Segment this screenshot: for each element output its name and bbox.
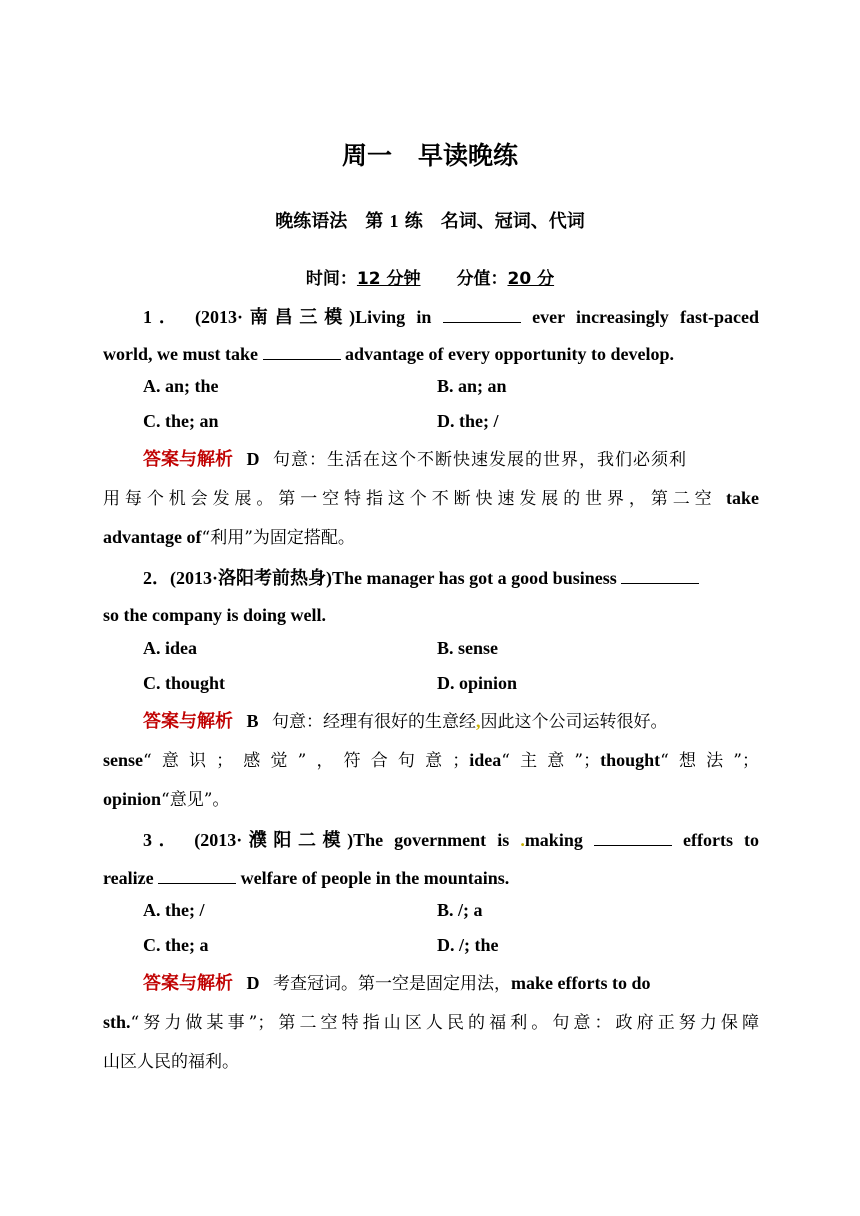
question-2-option-a: A. idea xyxy=(143,638,197,658)
question-2-number: 2． xyxy=(143,568,170,588)
question-3-answer-line-2 xyxy=(103,1010,759,1035)
question-1-line-2 xyxy=(103,341,759,366)
question-2-expl-word-sense: sense xyxy=(103,750,143,770)
question-1-explanation-3: “利用”为固定搭配。 xyxy=(201,528,355,548)
question-2-expl-word-thought: thought xyxy=(600,750,661,770)
title-section: 早读晚练 xyxy=(418,141,519,170)
question-1-blank-2 xyxy=(263,341,341,360)
question-1-option-d: D. the; / xyxy=(437,411,499,431)
question-1-explanation-2: 用每个机会发展。第一空特指这个不断快速发展的世界，第二空 xyxy=(103,489,717,509)
time-value: 12 分钟 xyxy=(356,269,421,289)
question-3-text-e: welfare of people in the mountains. xyxy=(240,868,510,888)
question-1-source-place: 南昌三模 xyxy=(242,307,350,328)
question-1-answer-line-1 xyxy=(143,447,759,472)
question-1-answer-letter: D xyxy=(246,449,260,469)
question-2-expl-sense-meaning: “意识；感觉”，符合句意； xyxy=(143,751,470,771)
question-2-text-a: The manager has got a good business xyxy=(332,568,617,588)
question-1-option-a: A. an; the xyxy=(143,376,219,396)
question-1-explanation-1: 句意：生活在这个不断快速发展的世界，我们必须利 xyxy=(273,450,687,470)
question-2-source-place: 洛阳考前热身 xyxy=(218,568,326,589)
question-1-answer-line-2 xyxy=(103,486,759,511)
question-2-expl-idea-meaning: “主意”； xyxy=(501,751,601,771)
question-3-option-b: B. /; a xyxy=(437,900,483,920)
question-2-answer-letter: B xyxy=(246,711,259,731)
question-3-option-a: A. the; / xyxy=(143,900,205,920)
subtitle-category: 晚练语法 xyxy=(275,211,348,232)
question-1-explanation-2-en: take xyxy=(726,488,760,508)
subtitle-lesson-number: 1 xyxy=(389,211,399,231)
question-2-source-close: ) xyxy=(326,568,332,588)
question-3-explanation-2: “努力做某事”；第二空特指山区人民的福利。句意：政府正努力保障 xyxy=(130,1013,759,1033)
page-title xyxy=(0,136,860,172)
question-1-explanation-3-en: advantage of xyxy=(103,527,202,547)
question-2-line-2 xyxy=(103,603,759,627)
question-2-expl-opinion-meaning: “意见”。 xyxy=(161,790,230,810)
question-3-text-c: efforts to xyxy=(683,830,760,850)
question-3-source-close: ) xyxy=(347,830,354,850)
question-3-line-1 xyxy=(143,827,759,853)
question-1-text-d: advantage of every opportunity to develop. xyxy=(345,344,674,364)
question-3-answer-label: 答案与解析 xyxy=(143,973,233,994)
subtitle-lesson-prefix: 第 xyxy=(365,211,384,232)
question-2-source-year: (2013· xyxy=(170,568,218,588)
time-label: 时间： xyxy=(305,269,357,289)
question-2-explanation-1b: 因此这个公司运转很好。 xyxy=(480,712,668,732)
question-1-answer-label: 答案与解析 xyxy=(143,449,233,470)
question-2-option-c: C. thought xyxy=(143,673,226,693)
question-2-answer-line-1 xyxy=(143,709,759,734)
question-3-blank-2 xyxy=(158,865,236,884)
question-3-text-a: The government is xyxy=(353,830,510,850)
question-2-answer-line-3 xyxy=(103,787,759,812)
question-2-option-d: D. opinion xyxy=(437,673,518,693)
question-2-expl-word-opinion: opinion xyxy=(103,789,162,809)
question-3-blank-1 xyxy=(594,827,672,846)
score-label: 分值： xyxy=(456,269,508,289)
question-1-text-a: Living in xyxy=(355,307,432,327)
question-3-answer-letter: D xyxy=(246,973,260,993)
question-3-explanation-3: 山区人民的福利。 xyxy=(103,1052,239,1072)
question-3-source-year: (2013· xyxy=(194,830,243,850)
subtitle-lesson-suffix: 练 xyxy=(404,211,423,232)
question-2-expl-thought-meaning: “想法”； xyxy=(660,751,760,771)
question-1-line-1 xyxy=(143,304,759,330)
question-3-mark: . xyxy=(520,830,525,850)
question-3-explanation-1: 考查冠词。第一空是固定用法， xyxy=(273,974,511,994)
question-2-line-1 xyxy=(143,565,759,591)
question-2-blank-1 xyxy=(621,565,699,584)
question-3-option-d: D. /; the xyxy=(437,935,499,955)
question-2-text-b: so the company is doing well. xyxy=(103,605,327,625)
question-2-explanation-1a: 句意：经理有很好的生意经 xyxy=(272,712,477,732)
question-3-number: 3． xyxy=(143,830,184,850)
question-2-expl-word-idea: idea xyxy=(469,750,502,770)
question-1-source-close: ) xyxy=(349,307,356,327)
question-3-text-d: realize xyxy=(103,868,154,888)
question-1-blank-1 xyxy=(443,304,521,323)
question-3-answer-line-3 xyxy=(103,1049,759,1074)
question-2-explanation-mark: , xyxy=(476,711,481,731)
question-1-answer-line-3 xyxy=(103,525,759,550)
question-1-option-b: B. an; an xyxy=(437,376,507,396)
question-2-answer-line-2 xyxy=(103,748,759,773)
subtitle-topic: 名词、冠词、代词 xyxy=(440,211,585,232)
question-1-source-year: (2013· xyxy=(194,307,243,327)
question-1-text-c: world, we must take xyxy=(103,344,258,364)
question-3-explanation-1-en: make efforts to do xyxy=(511,973,651,993)
question-3-answer-line-1 xyxy=(143,971,759,996)
question-2-answer-label: 答案与解析 xyxy=(143,711,233,732)
question-3-line-2 xyxy=(103,865,759,890)
score-value: 20 分 xyxy=(507,269,555,289)
question-1-option-c: C. the; an xyxy=(143,411,219,431)
title-day: 周一 xyxy=(341,141,392,170)
question-1-text-b: ever increasingly fast-paced xyxy=(532,307,760,327)
time-score-line xyxy=(0,264,860,289)
question-2-option-b: B. sense xyxy=(437,638,499,658)
question-1-number: 1． xyxy=(143,307,184,327)
question-3-explanation-2-en: sth. xyxy=(103,1012,131,1032)
question-3-text-b: making xyxy=(524,830,583,850)
question-3-source-place: 濮阳二模 xyxy=(242,830,348,851)
question-3-option-c: C. the; a xyxy=(143,935,209,955)
page-subtitle xyxy=(0,207,860,233)
